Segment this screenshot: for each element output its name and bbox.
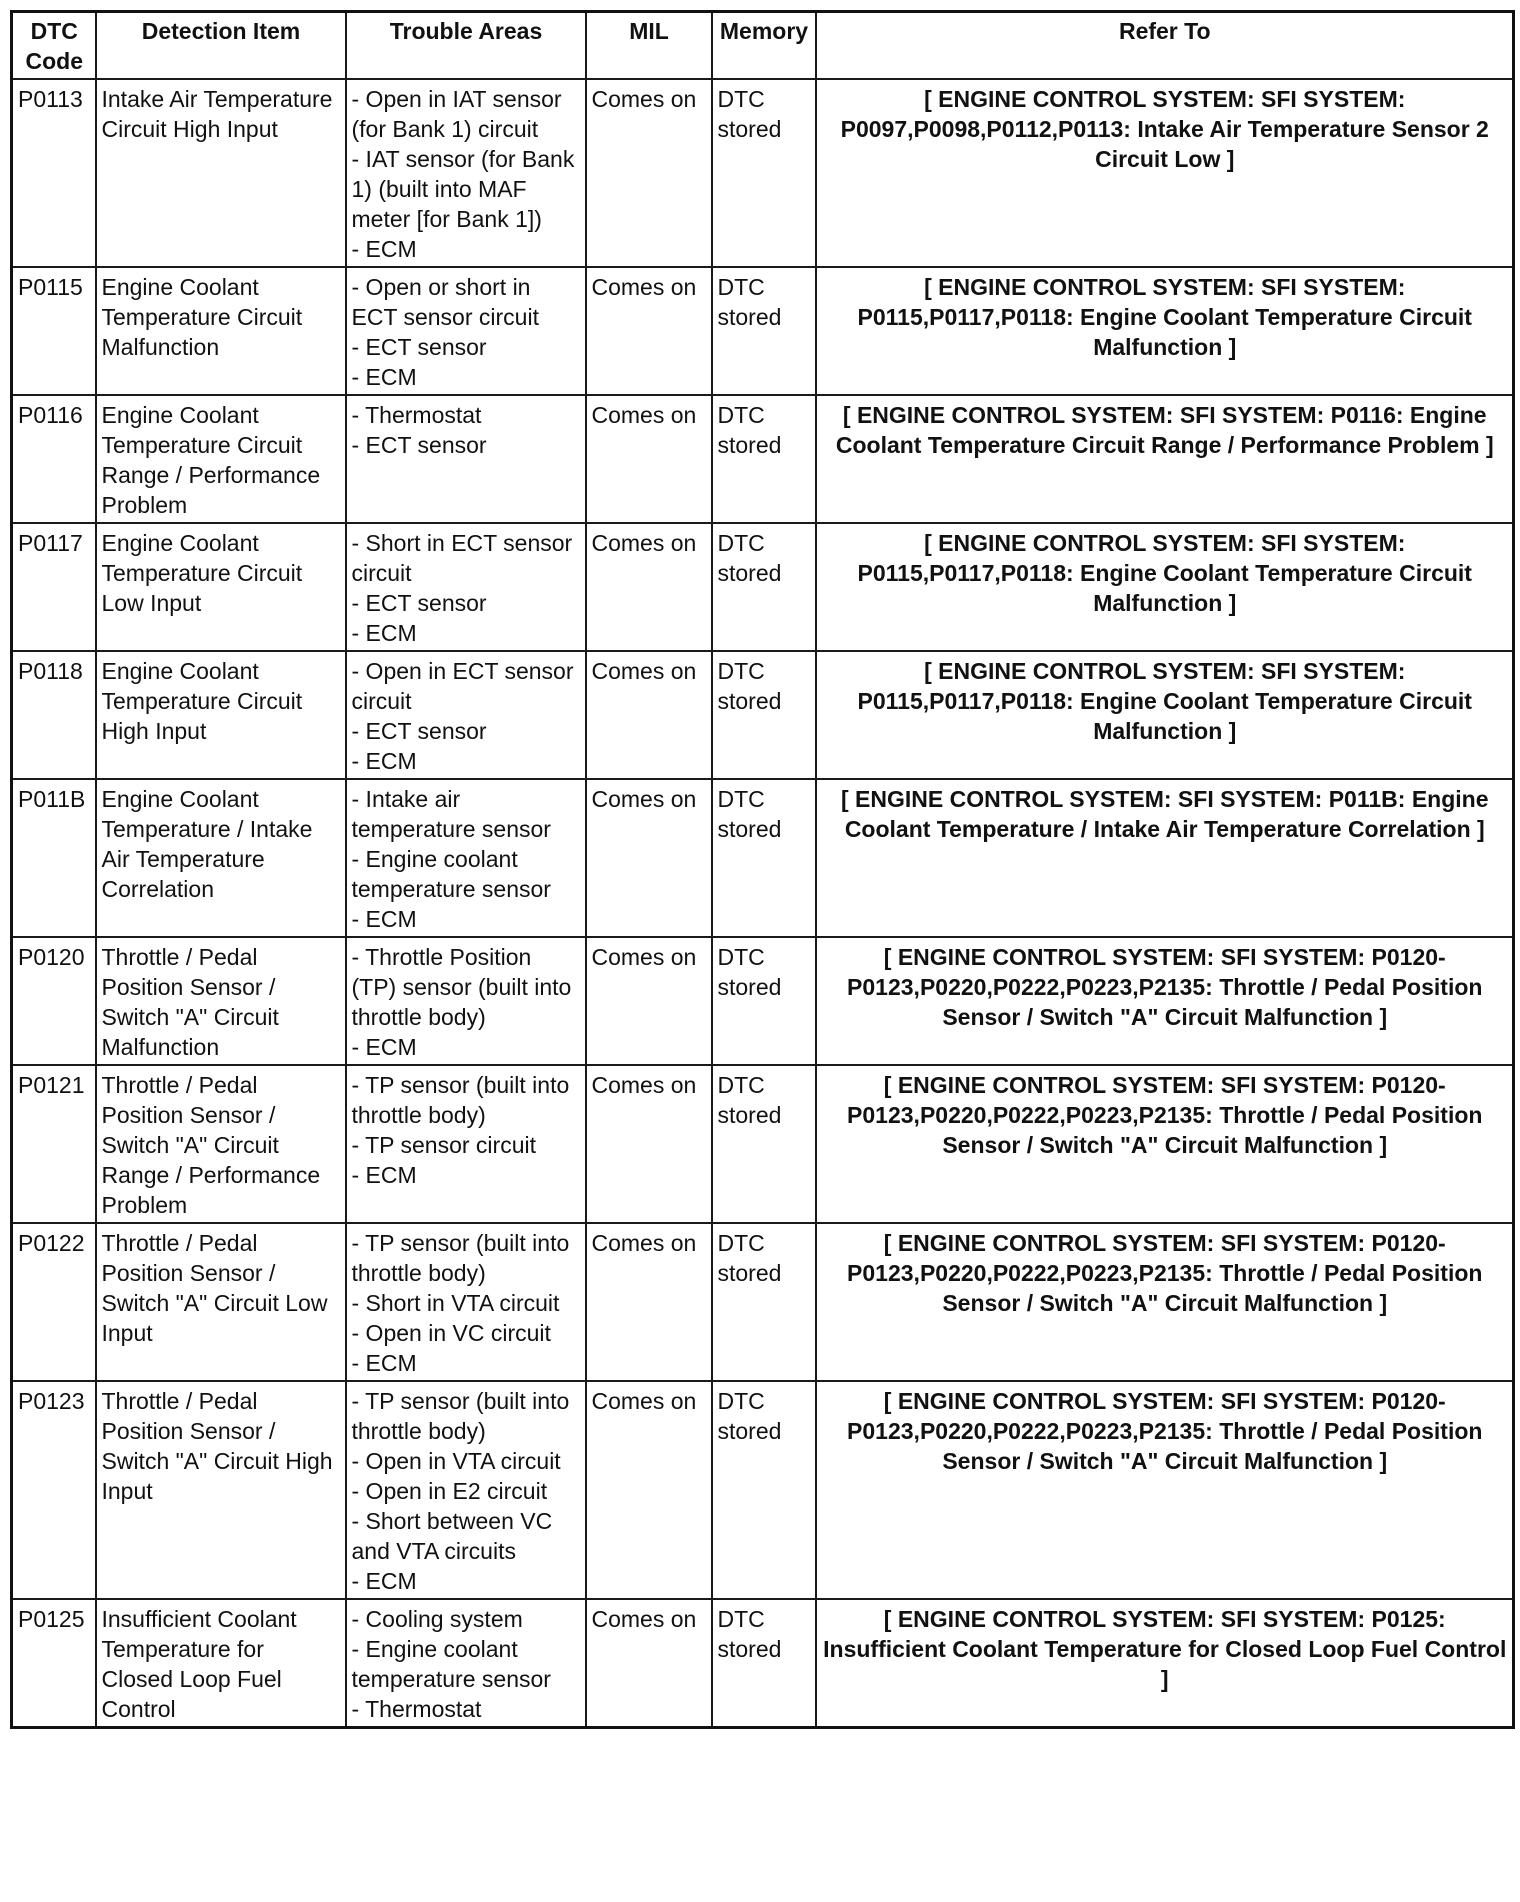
memory-cell: DTC stored [712,1381,816,1599]
detection-item-cell: Engine Coolant Temperature Circuit High Input [96,651,346,779]
memory-cell: DTC stored [712,651,816,779]
table-row [12,1599,1514,1728]
trouble-area-line: - Thermostat [351,1696,482,1722]
detection-item-cell: Insufficient Coolant Temperature for Closed Loop Fuel Control [96,1599,346,1728]
trouble-area-line: - Thermostat [351,402,482,428]
trouble-areas-cell [346,1223,586,1381]
mil-cell: Comes on [586,523,712,651]
trouble-areas-cell [346,779,586,937]
table-body [12,79,1514,1728]
trouble-areas-cell [346,1065,586,1223]
trouble-areas-cell [346,79,586,267]
memory-cell: DTC stored [712,1065,816,1223]
mil-cell: Comes on [586,267,712,395]
dtc-code-cell: P0116 [12,395,96,523]
detection-item-cell: Engine Coolant Temperature Circuit Low Input [96,523,346,651]
memory-cell: DTC stored [712,779,816,937]
trouble-area-line: - Open in VC circuit [351,1320,551,1346]
memory-cell: DTC stored [712,1223,816,1381]
trouble-area-line: - Cooling system [351,1606,523,1632]
memory-cell: DTC stored [712,395,816,523]
trouble-areas-cell [346,267,586,395]
trouble-area-line: - Open in IAT sensor (for Bank 1) circuit [351,86,562,142]
trouble-area-line: - Short in ECT sensor circuit [351,530,573,586]
trouble-area-line: - Open in VTA circuit [351,1448,561,1474]
detection-item-cell: Engine Coolant Temperature / Intake Air Temperature Correlation [96,779,346,937]
table-row [12,651,1514,779]
table-row [12,1065,1514,1223]
table-row [12,79,1514,267]
trouble-area-line: - Throttle Position (TP) sensor (built into throttle body) [351,944,572,1030]
trouble-area-line: - ECT sensor [351,334,487,360]
refer-to-cell: [ ENGINE CONTROL SYSTEM: SFI SYSTEM: P0120-P0123,P0220,P0222,P0223,P2135: Throttle / Pedal Position Sensor / Switch "A" Circuit Malfunction ] [816,1381,1514,1599]
table-row [12,779,1514,937]
trouble-area-line: - ECM [351,1034,417,1060]
trouble-areas-cell [346,395,586,523]
trouble-areas-cell [346,937,586,1065]
mil-cell: Comes on [586,1381,712,1599]
dtc-code-cell: P0117 [12,523,96,651]
detection-item-cell: Engine Coolant Temperature Circuit Range / Performance Problem [96,395,346,523]
memory-cell: DTC stored [712,937,816,1065]
trouble-area-line: - Open in ECT sensor circuit [351,658,574,714]
detection-item-cell: Throttle / Pedal Position Sensor / Switch "A" Circuit High Input [96,1381,346,1599]
dtc-code-cell: P0123 [12,1381,96,1599]
header-detection-item: Detection Item [96,12,346,80]
table-row [12,1381,1514,1599]
dtc-code-cell: P0113 [12,79,96,267]
refer-to-cell: [ ENGINE CONTROL SYSTEM: SFI SYSTEM: P0115,P0117,P0118: Engine Coolant Temperature Circuit Malfunction ] [816,651,1514,779]
trouble-areas-cell [346,523,586,651]
trouble-area-line: - Intake air temperature sensor [351,786,551,842]
trouble-area-line: - ECM [351,748,417,774]
trouble-area-line: - ECM [351,620,417,646]
trouble-area-line: - ECM [351,236,417,262]
trouble-areas-cell [346,1599,586,1728]
trouble-area-line: - Open or short in ECT sensor circuit [351,274,539,330]
header-mil: MIL [586,12,712,80]
mil-cell: Comes on [586,1223,712,1381]
table-row [12,267,1514,395]
header-refer-to: Refer To [816,12,1514,80]
trouble-area-line: - ECT sensor [351,718,487,744]
detection-item-cell: Engine Coolant Temperature Circuit Malfunction [96,267,346,395]
refer-to-cell: [ ENGINE CONTROL SYSTEM: SFI SYSTEM: P0125: Insufficient Coolant Temperature for Closed Loop Fuel Control ] [816,1599,1514,1728]
refer-to-cell: [ ENGINE CONTROL SYSTEM: SFI SYSTEM: P0097,P0098,P0112,P0113: Intake Air Temperature Sensor 2 Circuit Low ] [816,79,1514,267]
mil-cell: Comes on [586,1065,712,1223]
refer-to-cell: [ ENGINE CONTROL SYSTEM: SFI SYSTEM: P0120-P0123,P0220,P0222,P0223,P2135: Throttle / Pedal Position Sensor / Switch "A" Circuit Malfunction ] [816,937,1514,1065]
dtc-code-cell: P0125 [12,1599,96,1728]
table-row [12,395,1514,523]
mil-cell: Comes on [586,937,712,1065]
trouble-areas-cell [346,651,586,779]
mil-cell: Comes on [586,1599,712,1728]
trouble-area-line: - TP sensor (built into throttle body) [351,1388,570,1444]
refer-to-cell: [ ENGINE CONTROL SYSTEM: SFI SYSTEM: P0120-P0123,P0220,P0222,P0223,P2135: Throttle / Pedal Position Sensor / Switch "A" Circuit Malfunction ] [816,1065,1514,1223]
dtc-code-cell: P0120 [12,937,96,1065]
dtc-table [10,10,1515,1729]
detection-item-cell: Throttle / Pedal Position Sensor / Switch "A" Circuit Range / Performance Problem [96,1065,346,1223]
trouble-area-line: - ECT sensor [351,590,487,616]
trouble-area-line: - TP sensor (built into throttle body) [351,1230,570,1286]
memory-cell: DTC stored [712,523,816,651]
memory-cell: DTC stored [712,79,816,267]
trouble-area-line: - Short in VTA circuit [351,1290,560,1316]
mil-cell: Comes on [586,79,712,267]
table-header-row [12,12,1514,80]
memory-cell: DTC stored [712,267,816,395]
table-row [12,523,1514,651]
dtc-code-cell: P0122 [12,1223,96,1381]
dtc-code-cell: P0115 [12,267,96,395]
refer-to-cell: [ ENGINE CONTROL SYSTEM: SFI SYSTEM: P0115,P0117,P0118: Engine Coolant Temperature Circuit Malfunction ] [816,267,1514,395]
trouble-area-line: - TP sensor (built into throttle body) [351,1072,570,1128]
header-dtc-code: DTC Code [12,12,96,80]
trouble-area-line: - Open in E2 circuit [351,1478,548,1504]
memory-cell: DTC stored [712,1599,816,1728]
refer-to-cell: [ ENGINE CONTROL SYSTEM: SFI SYSTEM: P0116: Engine Coolant Temperature Circuit Range / Performance Problem ] [816,395,1514,523]
detection-item-cell: Throttle / Pedal Position Sensor / Switch "A" Circuit Malfunction [96,937,346,1065]
mil-cell: Comes on [586,779,712,937]
dtc-code-cell: P011B [12,779,96,937]
trouble-area-line: - Short between VC and VTA circuits [351,1508,553,1564]
trouble-area-line: - Engine coolant temperature sensor [351,846,551,902]
table-row [12,1223,1514,1381]
dtc-code-cell: P0121 [12,1065,96,1223]
trouble-area-line: - ECM [351,1350,417,1376]
refer-to-cell: [ ENGINE CONTROL SYSTEM: SFI SYSTEM: P0115,P0117,P0118: Engine Coolant Temperature Circuit Malfunction ] [816,523,1514,651]
table-row [12,937,1514,1065]
trouble-area-line: - ECT sensor [351,432,487,458]
detection-item-cell: Throttle / Pedal Position Sensor / Switch "A" Circuit Low Input [96,1223,346,1381]
refer-to-cell: [ ENGINE CONTROL SYSTEM: SFI SYSTEM: P011B: Engine Coolant Temperature / Intake Air Temperature Correlation ] [816,779,1514,937]
trouble-area-line: - ECM [351,1162,417,1188]
dtc-code-cell: P0118 [12,651,96,779]
trouble-areas-cell [346,1381,586,1599]
refer-to-cell: [ ENGINE CONTROL SYSTEM: SFI SYSTEM: P0120-P0123,P0220,P0222,P0223,P2135: Throttle / Pedal Position Sensor / Switch "A" Circuit Malfunction ] [816,1223,1514,1381]
mil-cell: Comes on [586,395,712,523]
trouble-area-line: - Engine coolant temperature sensor [351,1636,551,1692]
trouble-area-line: - ECM [351,364,417,390]
trouble-area-line: - ECM [351,906,417,932]
trouble-area-line: - IAT sensor (for Bank 1) (built into MAF meter [for Bank 1]) [351,146,575,232]
detection-item-cell: Intake Air Temperature Circuit High Input [96,79,346,267]
header-trouble-areas: Trouble Areas [346,12,586,80]
header-memory: Memory [712,12,816,80]
mil-cell: Comes on [586,651,712,779]
trouble-area-line: - TP sensor circuit [351,1132,536,1158]
trouble-area-line: - ECM [351,1568,417,1594]
dtc-table-page [10,10,1512,1729]
